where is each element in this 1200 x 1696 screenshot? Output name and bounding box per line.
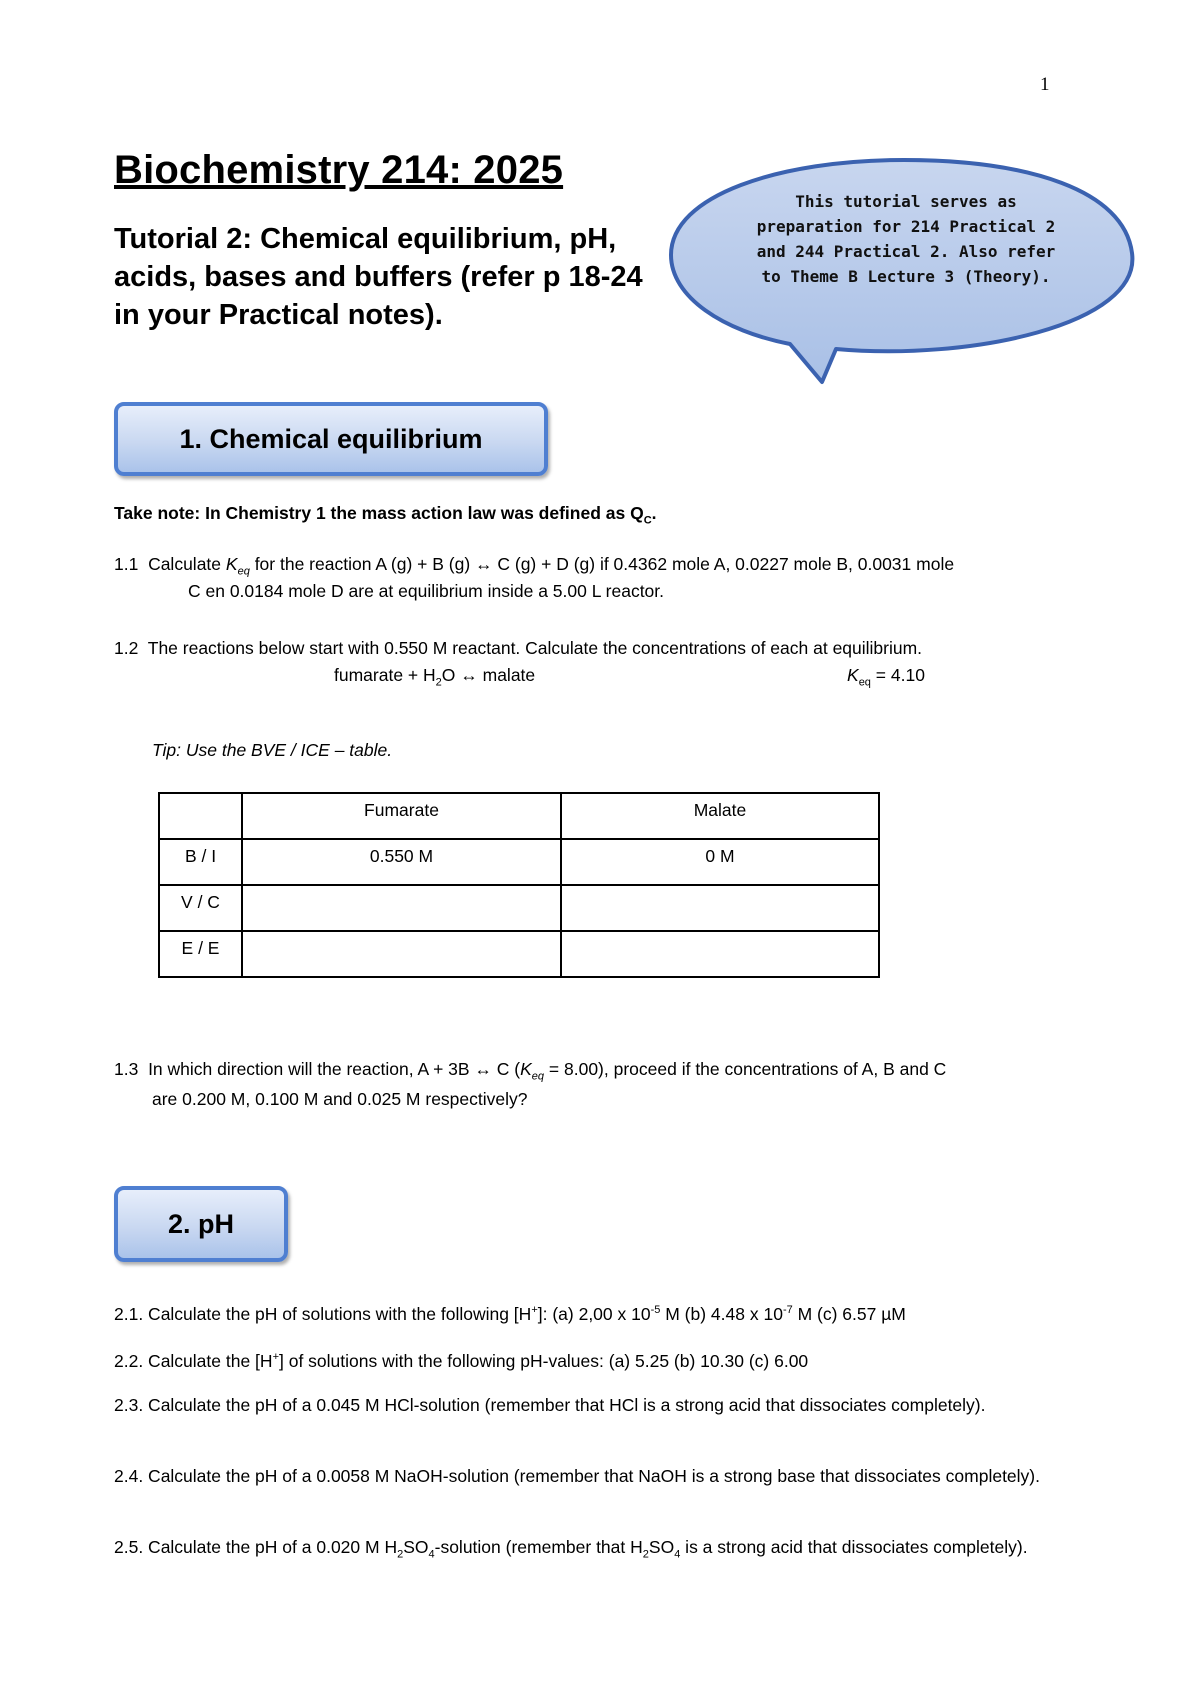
- table-cell: [561, 885, 879, 931]
- table-row: [159, 885, 879, 931]
- table-cell: B / I: [159, 839, 242, 885]
- table-row: [159, 839, 879, 885]
- question-2-2: 2.2. Calculate the [H+] of solutions with the following pH-values: (a) 5.25 (b) 10.30 (c) 6.00: [114, 1350, 809, 1371]
- section-heading-label: 2. pH: [167, 1208, 234, 1239]
- question-2-4: 2.4. Calculate the pH of a 0.0058 M NaOH-solution (remember that NaOH is a strong base that dissociates completely).: [114, 1466, 1040, 1486]
- section-heading-label: 1. Chemical equilibrium: [179, 423, 483, 454]
- question-1-1: 1.1 Calculate $K_{eq}$ for the reaction A (g) + B (g) ↔ C (g) + D (g) if 0.4362 mole A, 0.0227 mole B, 0.0031 mole: [114, 554, 955, 578]
- tutorial-subtitle: Tutorial 2: Chemical equilibrium, pH, acids, bases and buffers (refer p 18-24 in your Practical notes).: [114, 223, 643, 331]
- table-row: [159, 931, 879, 977]
- table-cell: E / E: [159, 931, 242, 977]
- callout-text: This tutorial serves as preparation for 214 Practical 2 and 244 Practical 2. Also refer to Theme B Lecture 3 (Theory).: [756, 192, 1056, 286]
- table-cell: [242, 885, 561, 931]
- question-1-3: 1.3 In which direction will the reaction, A + 3B ↔ C $(K_{eq} = 8.00)$, proceed if the concentrations of A, B and C: [114, 1059, 947, 1083]
- table-cell: [242, 931, 561, 977]
- tip-text: Tip: Use the BVE / ICE – table.: [152, 740, 393, 760]
- table-header-malate: Malate: [561, 793, 879, 839]
- table-cell: [561, 931, 879, 977]
- table-row: [159, 793, 879, 839]
- table-cell: 0.550 M: [242, 839, 561, 885]
- section-heading-chemical-equilibrium: [114, 402, 548, 476]
- table-cell: 0 M: [561, 839, 879, 885]
- ice-table: [158, 792, 880, 978]
- question-1-3-line2: are 0.200 M, 0.100 M and 0.025 M respectively?: [152, 1089, 528, 1109]
- table-cell: V / C: [159, 885, 242, 931]
- table-header-fumarate: Fumarate: [242, 793, 561, 839]
- question-1-2: 1.2 The reactions below start with 0.550 M reactant. Calculate the concentrations of each at equilibrium.: [114, 638, 923, 658]
- page-number: 1: [1040, 74, 1050, 95]
- keq-value: $K_{eq} = 4.10$: [847, 665, 925, 689]
- take-note: Take note: In Chemistry 1 the mass action law was defined as $Q_C$.: [114, 503, 657, 527]
- section-heading-ph: [114, 1186, 288, 1262]
- question-2-3: 2.3. Calculate the pH of a 0.045 M HCl-solution (remember that HCl is a strong acid that dissociates completely).: [114, 1395, 986, 1415]
- table-cell: [159, 793, 242, 839]
- document-title: Biochemistry 214: 2025: [114, 148, 564, 192]
- question-2-5: 2.5. Calculate the pH of a 0.020 M $H_2SO_4$-solution (remember that $H_2SO_4$ is a strong acid that dissociates completely).: [114, 1537, 1028, 1561]
- reaction-equation: fumarate + $H_2O$ ↔ malate: [334, 665, 536, 689]
- question-2-1: 2.1. Calculate the pH of solutions with the following [H+]: (a) 2,00 x $10^{-5}$ M (b) 4.48 x $10^{-7}$ M (c) 6.57 µM: [114, 1303, 906, 1324]
- question-1-1-line2: C en 0.0184 mole D are at equilibrium inside a 5.00 L reactor.: [188, 581, 665, 601]
